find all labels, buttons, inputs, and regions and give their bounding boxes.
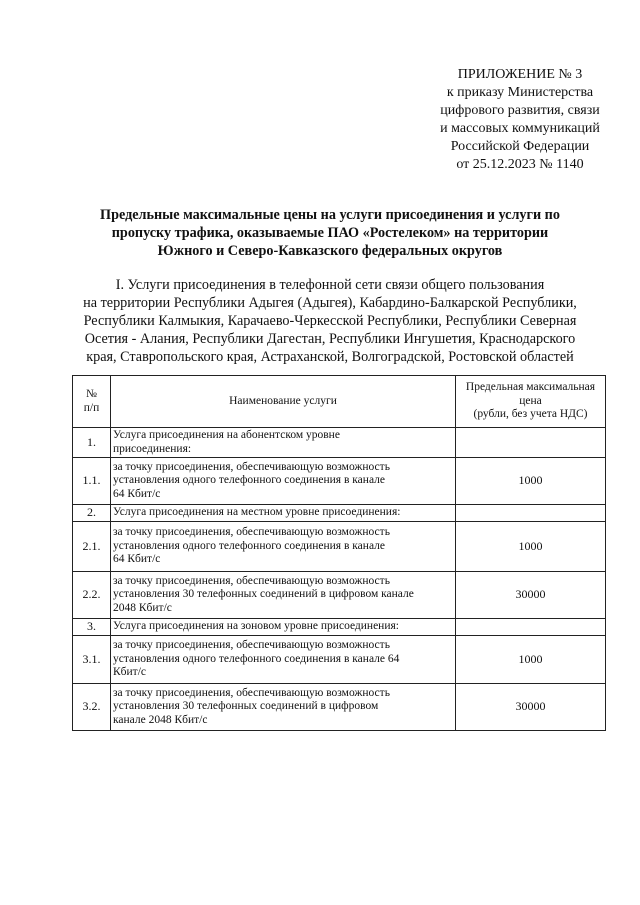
service-name-line: за точку присоединения, обеспечивающую возможность — [113, 526, 390, 539]
row-price — [456, 428, 606, 458]
appendix-line: и массовых коммуникаций — [440, 121, 600, 136]
service-name-line: установления одного телефонного соединения в канале 64 — [113, 652, 400, 665]
table-row — [73, 619, 606, 636]
document-title — [60, 206, 600, 260]
service-name-line: за точку присоединения, обеспечивающую возможность — [113, 574, 390, 587]
service-name-line: Услуга присоединения на местном уровне присоединения: — [113, 506, 401, 519]
row-number: 1.1. — [73, 458, 111, 505]
service-name-line: установления одного телефонного соединения в канале — [113, 474, 385, 487]
row-number: 2. — [73, 505, 111, 522]
row-service-name — [111, 684, 456, 731]
table-row — [73, 572, 606, 619]
row-price — [456, 619, 606, 636]
header-number — [73, 376, 111, 428]
table-row — [73, 684, 606, 731]
section-line: Республики Калмыкия, Карачаево-Черкесской Республики, Республики Северная — [83, 313, 577, 329]
service-name-line: присоединения: — [113, 442, 192, 455]
section-line: Осетия - Алания, Республики Дагестан, Республики Ингушетия, Краснодарского — [84, 331, 576, 347]
service-name-line: 64 Кбит/с — [113, 487, 161, 500]
header-number-line: п/п — [83, 401, 100, 414]
service-name-line: за точку присоединения, обеспечивающую возможность — [113, 639, 390, 652]
appendix-title: ПРИЛОЖЕНИЕ № 3 — [457, 67, 583, 82]
header-price-line: Предельная максимальная — [465, 381, 596, 394]
row-number: 3.1. — [73, 636, 111, 684]
row-service-name — [111, 458, 456, 505]
service-name-line: установления 30 телефонных соединений в цифровом канале — [113, 588, 414, 601]
table-row — [73, 522, 606, 572]
service-name-line: установления одного телефонного соединения в канале — [113, 539, 385, 552]
row-number: 2.2. — [73, 572, 111, 619]
title-line: пропуску трафика, оказываемые ПАО «Ростелеком» на территории — [111, 225, 549, 241]
row-price: 30000 — [456, 572, 606, 619]
header-service-name: Наименование услуги — [111, 376, 456, 428]
price-table — [72, 375, 606, 731]
appendix-line: Российской Федерации — [450, 139, 590, 154]
appendix-line: к приказу Министерства — [446, 85, 594, 100]
service-name-line: 64 Кбит/с — [113, 553, 161, 566]
service-name-line: 2048 Кбит/с — [113, 601, 172, 614]
table-row — [73, 428, 606, 458]
row-service-name — [111, 428, 456, 458]
appendix-date: от 25.12.2023 № 1140 — [456, 157, 584, 172]
row-number: 1. — [73, 428, 111, 458]
service-name-line: Услуга присоединения на зоновом уровне присоединения: — [113, 620, 399, 633]
section-line: края, Ставропольского края, Астраханской, Волгоградской, Ростовской областей — [86, 349, 574, 365]
row-service-name — [111, 636, 456, 684]
header-price-line: (рубли, без учета НДС) — [473, 408, 588, 421]
row-price: 1000 — [456, 458, 606, 505]
row-number: 3. — [73, 619, 111, 636]
row-price — [456, 505, 606, 522]
service-name-line: за точку присоединения, обеспечивающую возможность — [113, 460, 390, 473]
row-service-name — [111, 572, 456, 619]
table-row — [73, 636, 606, 684]
service-name-line: Услуга присоединения на абонентском уровне — [113, 429, 340, 441]
table-row — [73, 458, 606, 505]
header-number-line: № — [86, 388, 97, 400]
service-name-line: за точку присоединения, обеспечивающую возможность — [113, 686, 390, 699]
service-name-line: Кбит/с — [113, 666, 147, 679]
row-service-name — [111, 522, 456, 572]
row-price: 1000 — [456, 522, 606, 572]
row-service-name — [111, 619, 456, 636]
appendix-line: цифрового развития, связи — [440, 103, 600, 118]
section-line: I. Услуги присоединения в телефонной сети связи общего пользования — [115, 277, 545, 293]
row-price: 1000 — [456, 636, 606, 684]
row-price: 30000 — [456, 684, 606, 731]
service-name-line: установления 30 телефонных соединений в цифровом — [113, 700, 379, 713]
header-price-line: цена — [519, 394, 542, 407]
service-name-line: канале 2048 Кбит/с — [113, 713, 208, 726]
section-line: на территории Республики Адыгея (Адыгея), Кабардино-Балкарской Республики, — [83, 295, 577, 311]
row-service-name — [111, 505, 456, 522]
row-number: 3.2. — [73, 684, 111, 731]
title-line: Южного и Северо-Кавказского федеральных округов — [157, 243, 503, 259]
section-heading — [60, 276, 600, 366]
table-row — [73, 505, 606, 522]
row-number: 2.1. — [73, 522, 111, 572]
title-line: Предельные максимальные цены на услуги присоединения и услуги по — [100, 207, 560, 223]
header-price — [456, 376, 606, 428]
appendix-header — [420, 66, 620, 174]
table-header-row — [73, 376, 606, 428]
